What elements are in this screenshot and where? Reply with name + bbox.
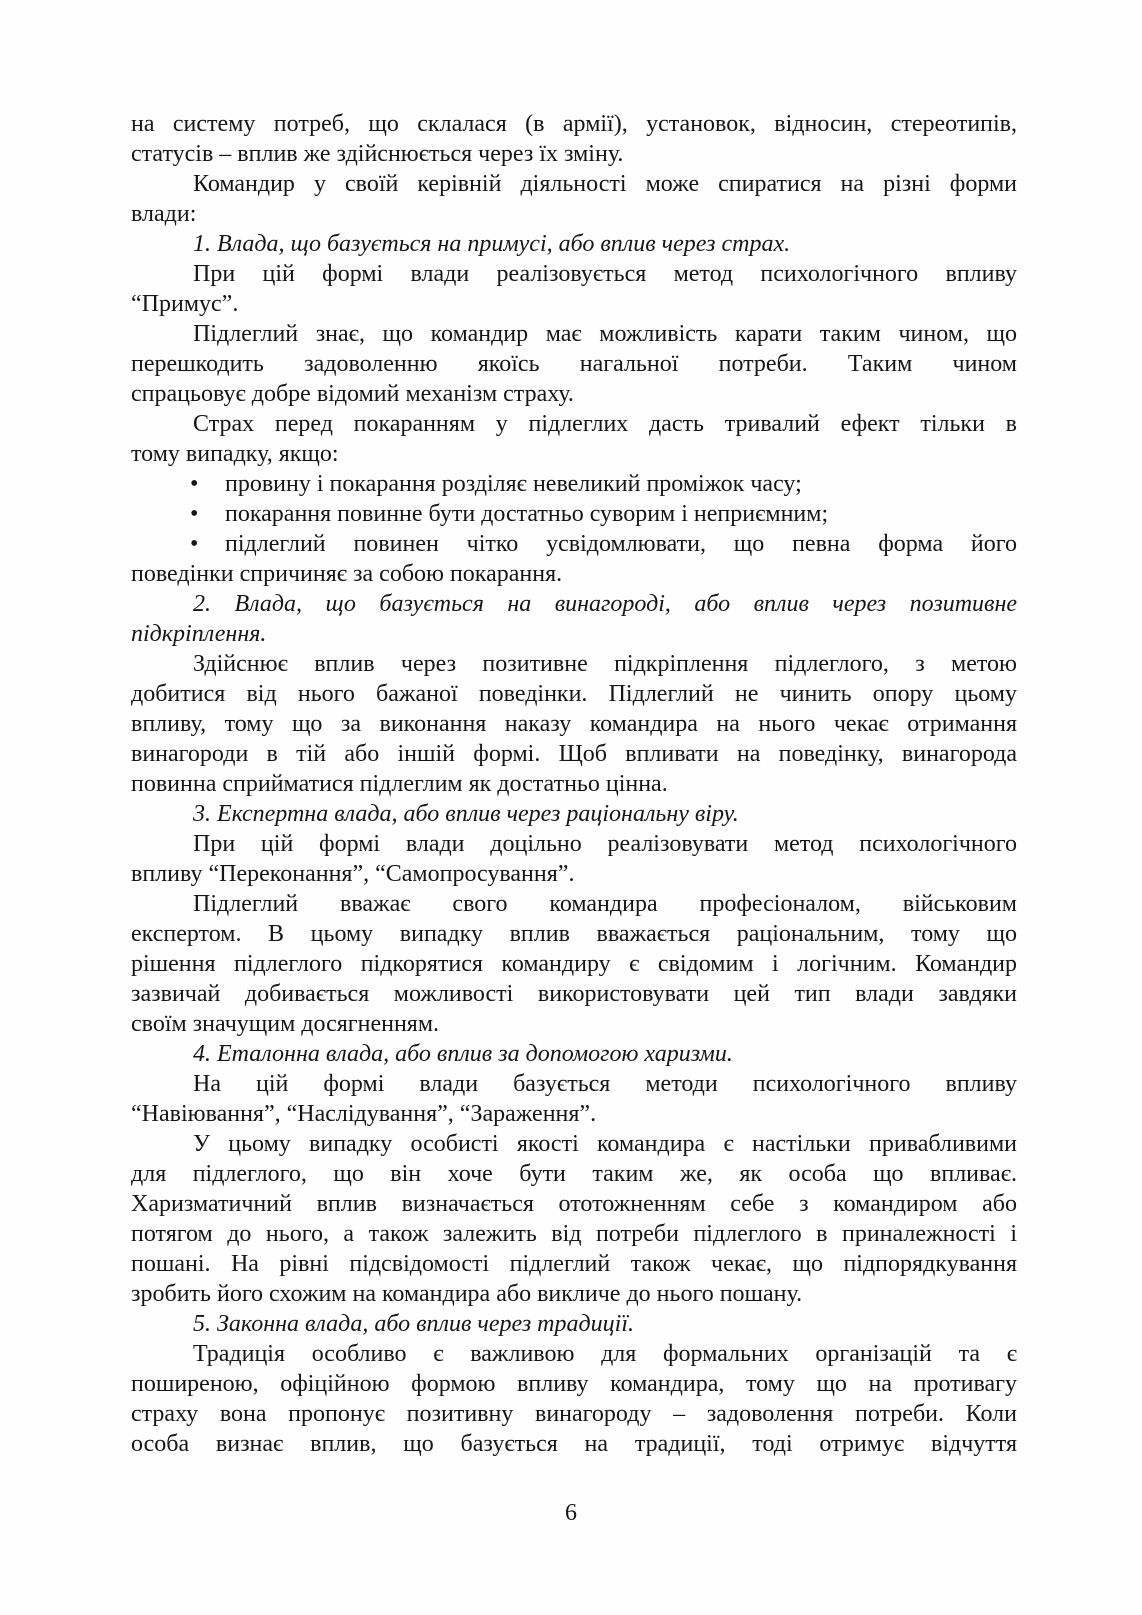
text-line: поведінки спричиняє за собою покарання. (131, 561, 563, 587)
text-line: На цій формі влади базується методи психологічного впливу (193, 1071, 1017, 1097)
text-line: Традиція особливо є важливою для формальних організацій та є (193, 1341, 1017, 1367)
heading-line: 1. Влада, що базується на примусі, або вплив через страх. (193, 231, 791, 257)
text-line: поширеною, офіційною формою впливу командира, тому що на противагу (131, 1371, 1017, 1397)
text-line: особа визнає вплив, що базується на традиції, тоді отримує відчуття (131, 1431, 1017, 1457)
heading-line: 3. Експертна влада, або вплив через раціональну віру. (193, 801, 739, 827)
bullet-text: підлеглий повинен чітко усвідомлювати, що певна форма його (225, 531, 1017, 557)
text-line: Здійснює вплив через позитивне підкріплення підлеглого, з метою (193, 651, 1017, 677)
bullet-text: провину і покарання розділяє невеликий проміжок часу; (225, 471, 802, 497)
text-line: Командир у своїй керівній діяльності може спиратися на різні форми (193, 171, 1017, 197)
bullet-icon: • (190, 471, 199, 497)
bullet-line (131, 529, 1017, 559)
text-line: експертом. В цьому випадку вплив вважається раціональним, тому що (131, 921, 1017, 947)
text-line: “Примус”. (131, 291, 239, 317)
page-content (131, 109, 1017, 1459)
text-line: на систему потреб, що склалася (в армії), установок, відносин, стереотипів, (131, 111, 1017, 137)
text-line: Страх перед покаранням у підлеглих дасть тривалий ефект тільки в (193, 411, 1017, 437)
text-line: перешкодить задоволенню якоїсь нагальної потреби. Таким чином (131, 351, 1017, 377)
text-line: Підлеглий вважає свого командира професіоналом, військовим (193, 891, 1017, 917)
text-line: впливу “Переконання”, “Самопросування”. (131, 861, 575, 887)
text-line: своїм значущим досягненням. (131, 1011, 440, 1037)
heading-line: 5. Законна влада, або вплив через традиції. (193, 1311, 634, 1337)
heading-line: 2. Влада, що базується на винагороді, або вплив через позитивне (193, 591, 1017, 617)
text-line: Харизматичний вплив визначається ототожненням себе з командиром або (131, 1191, 1017, 1217)
text-line: для підлеглого, що він хоче бути таким же, як особа що впливає. (131, 1161, 1017, 1187)
text-line: зазвичай добивається можливості використовувати цей тип влади завдяки (131, 981, 1017, 1007)
text-line: статусів – вплив же здійснюється через їх зміну. (131, 141, 624, 167)
bullet-text: покарання повинне бути достатньо суворим і неприємним; (225, 501, 829, 527)
text-line: повинна сприйматися підлеглим як достатньо цінна. (131, 771, 668, 797)
text-line: При цій формі влади доцільно реалізовувати метод психологічного (193, 831, 1017, 857)
heading-line: 4. Еталонна влада, або вплив за допомогою харизми. (193, 1041, 733, 1067)
text-line: Підлеглий знає, що командир має можливість карати таким чином, що (193, 321, 1017, 347)
text-line: пошані. На рівні підсвідомості підлеглий також чекає, що підпорядкування (131, 1251, 1017, 1277)
text-line: рішення підлеглого підкорятися командиру є свідомим і логічним. Командир (131, 951, 1017, 977)
text-line: страху вона пропонує позитивну винагороду – задоволення потреби. Коли (131, 1401, 1017, 1427)
text-line: спрацьовує добре відомий механізм страху. (131, 381, 574, 407)
text-line: У цьому випадку особисті якості командира є настільки привабливими (193, 1131, 1017, 1157)
bullet-line (131, 469, 1017, 499)
text-line: потягом до нього, а також залежить від потреби підлеглого в приналежності і (131, 1221, 1017, 1247)
text-line: При цій формі влади реалізовується метод психологічного впливу (193, 261, 1017, 287)
text-line: зробить його схожим на командира або викличе до нього пошану. (131, 1281, 803, 1307)
text-line: влади: (131, 201, 197, 227)
page-number: 6 (565, 1500, 577, 1526)
heading-line: підкріплення. (131, 621, 267, 647)
text-line: винагороди в тій або іншій формі. Щоб впливати на поведінку, винагорода (131, 741, 1017, 767)
text-line: добитися від нього бажаної поведінки. Підлеглий не чинить опору цьому (131, 681, 1017, 707)
text-line: впливу, тому що за виконання наказу командира на нього чекає отримання (131, 711, 1017, 737)
text-line: тому випадку, якщо: (131, 441, 339, 467)
bullet-line (131, 499, 1017, 529)
bullet-icon: • (190, 501, 199, 527)
text-line: “Навіювання”, “Наслідування”, “Зараження”. (131, 1101, 597, 1127)
bullet-icon: • (190, 531, 199, 557)
